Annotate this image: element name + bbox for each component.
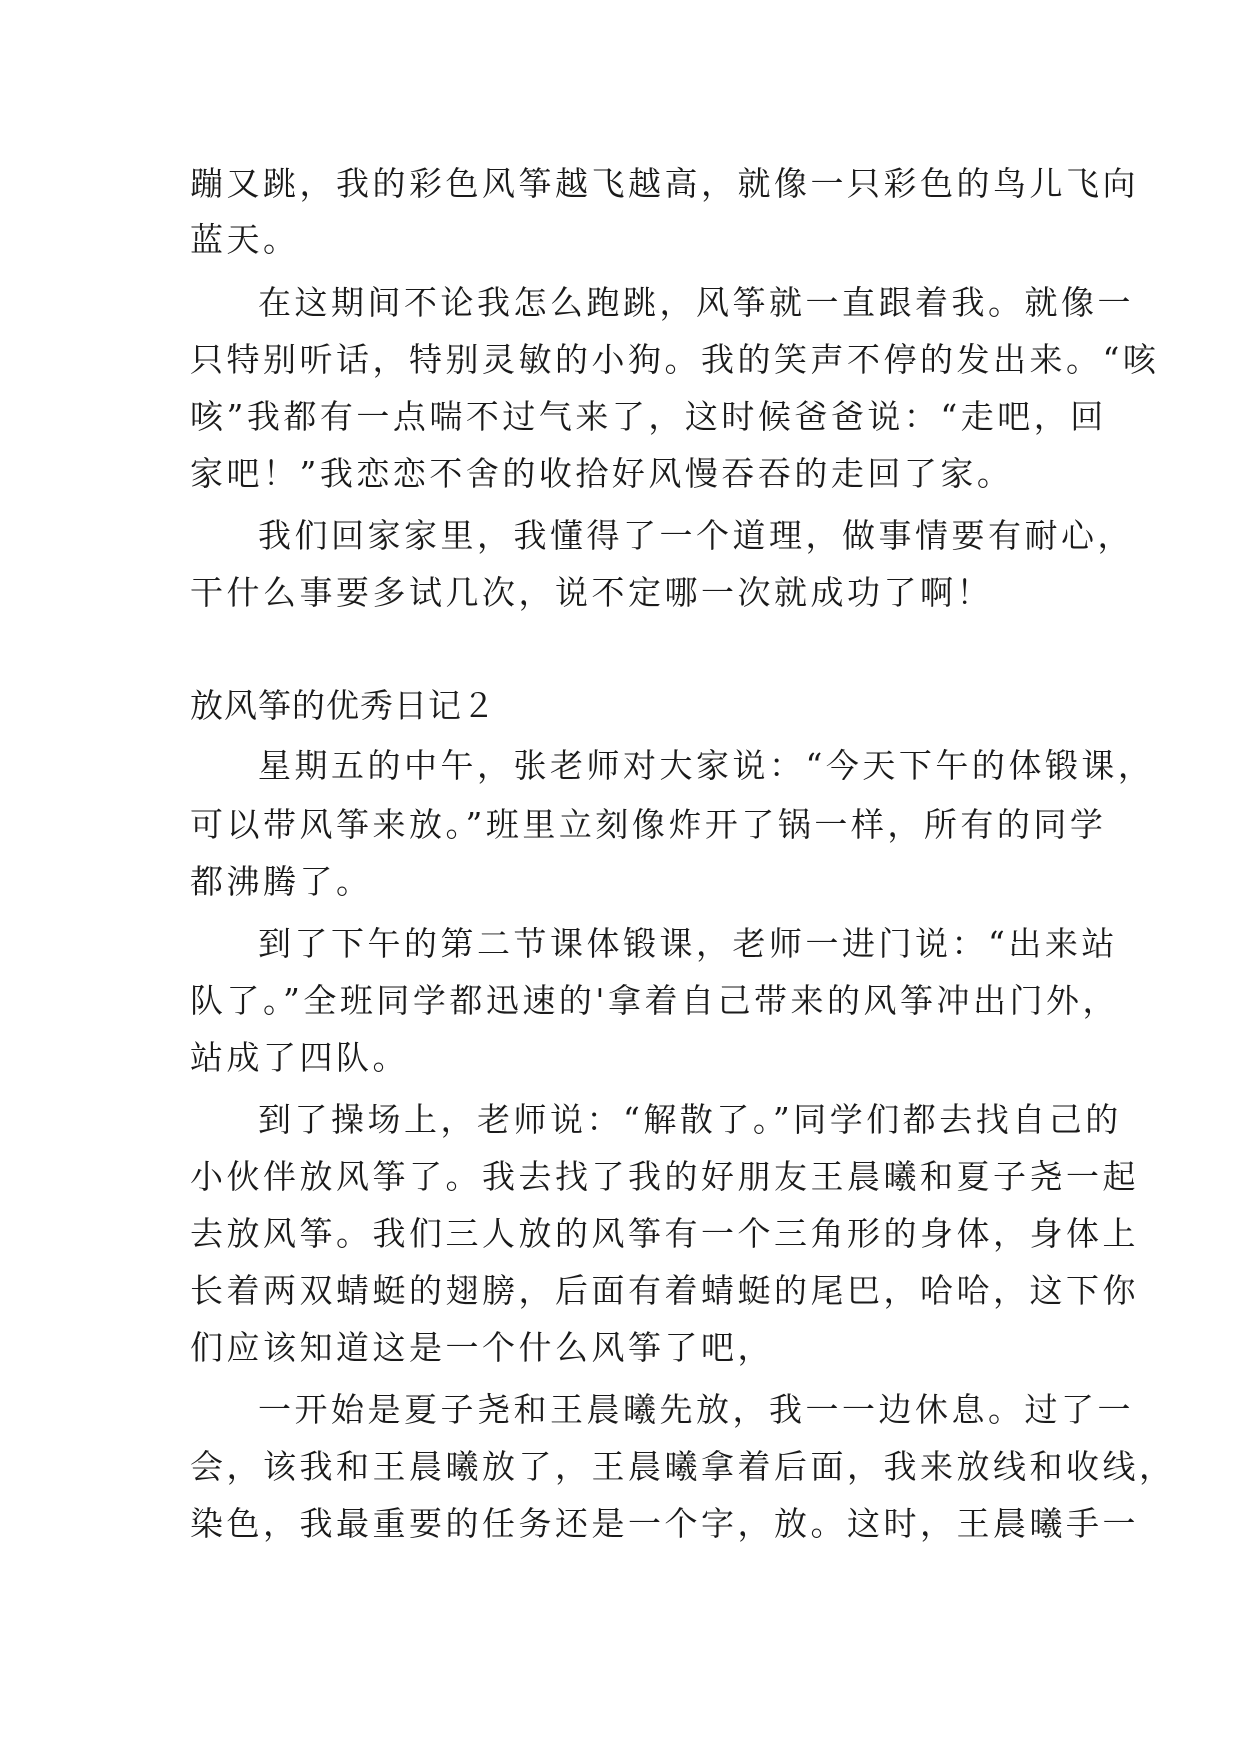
paragraph-line-5: 到了操场上，老师说：“解散了。”同学们都去找自己的 (258, 1100, 1122, 1139)
text-line-12: 去放风筝。我们三人放的风筝有一个三角形的身体，身体上 (190, 1214, 1139, 1253)
section-heading: 放风筝的优秀日记２ (190, 686, 496, 725)
text-line-9: 队了。”全班同学都迅速的'拿着自己带来的风筝冲出门外， (190, 981, 1119, 1020)
text-line-6: 干什么事要多试几次，说不定哪一次就成功了啊！ (190, 573, 993, 612)
text-line-2: 蓝天。 (190, 220, 300, 259)
text-line-14: 们应该知道这是一个什么风筝了吧， (190, 1328, 774, 1367)
paragraph-line-4: 到了下午的第二节课体锻课，老师一进门说：“出来站 (258, 924, 1118, 963)
text-line-11: 小伙伴放风筝了。我去找了我的好朋友王晨曦和夏子尧一起 (190, 1157, 1139, 1196)
text-line-10: 站成了四队。 (190, 1038, 409, 1077)
text-line-15: 会，该我和王晨曦放了，王晨曦拿着后面，我来放线和收线， (190, 1447, 1176, 1486)
paragraph-line-2: 我们回家家里，我懂得了一个道理，做事情要有耐心， (258, 516, 1134, 555)
text-line-7: 可以带风筝来放。”班里立刻像炸开了锅一样，所有的同学 (190, 805, 1107, 844)
text-line-8: 都沸腾了。 (190, 862, 373, 901)
text-line-16: 染色，我最重要的任务还是一个字，放。这时，王晨曦手一 (190, 1504, 1139, 1543)
text-line-4: 咳”我都有一点喘不过气来了，这时候爸爸说：“走吧，回 (190, 397, 1107, 436)
paragraph-line-1: 在这期间不论我怎么跑跳，风筝就一直跟着我。就像一 (258, 283, 1134, 322)
text-line-5: 家吧！”我恋恋不舍的收拾好风慢吞吞的走回了家。 (190, 454, 1014, 493)
paragraph-line-3: 星期五的中午，张老师对大家说：“今天下午的体锻课， (258, 746, 1155, 785)
text-line-3: 只特别听话，特别灵敏的小狗。我的笑声不停的发出来。“咳 (190, 340, 1160, 379)
paragraph-line-6: 一开始是夏子尧和王晨曦先放，我一一边休息。过了一 (258, 1390, 1134, 1429)
text-line-1: 蹦又跳，我的彩色风筝越飞越高，就像一只彩色的鸟儿飞向 (190, 164, 1139, 203)
text-line-13: 长着两双蜻蜓的翅膀，后面有着蜻蜓的尾巴，哈哈，这下你 (190, 1271, 1139, 1310)
